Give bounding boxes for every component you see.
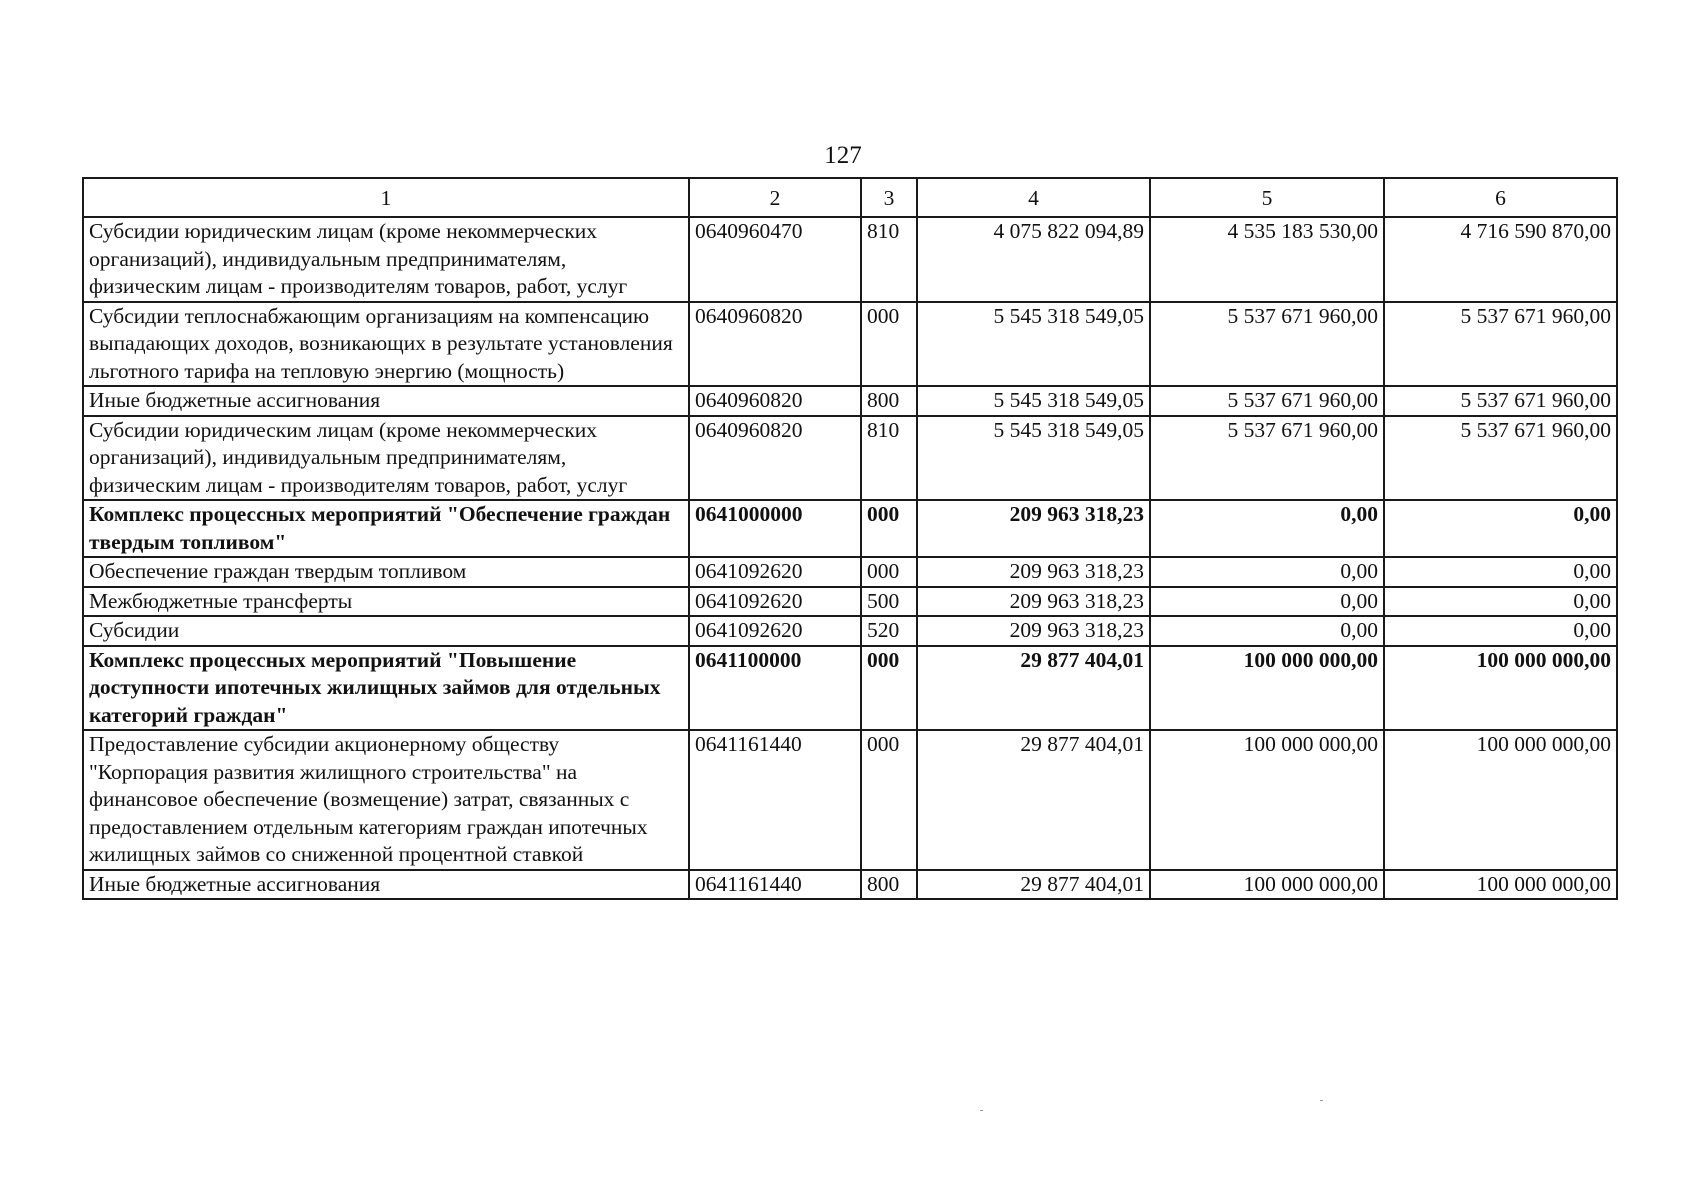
row-amount-col4: 209 963 318,23 — [917, 500, 1150, 557]
table-row — [83, 557, 1617, 587]
table-row — [83, 217, 1617, 302]
column-header: 4 — [917, 178, 1150, 217]
row-expense-type: 810 — [861, 416, 917, 501]
table-row — [83, 587, 1617, 617]
row-name: Комплекс процессных мероприятий "Повышение доступности ипотечных жилищных займов для отдельных категорий граждан" — [83, 646, 689, 731]
row-amount-col5: 5 537 671 960,00 — [1150, 416, 1384, 501]
column-header: 1 — [83, 178, 689, 217]
row-amount-col5: 0,00 — [1150, 587, 1384, 617]
table-row — [83, 646, 1617, 731]
row-code: 0641161440 — [689, 730, 861, 870]
row-name: Иные бюджетные ассигнования — [83, 870, 689, 900]
table-row — [83, 500, 1617, 557]
row-amount-col4: 209 963 318,23 — [917, 616, 1150, 646]
row-code: 0640960820 — [689, 386, 861, 416]
page-number: 127 — [824, 142, 862, 169]
row-expense-type: 800 — [861, 386, 917, 416]
row-amount-col5: 100 000 000,00 — [1150, 870, 1384, 900]
row-amount-col5: 100 000 000,00 — [1150, 730, 1384, 870]
table-row — [83, 302, 1617, 387]
row-amount-col5: 0,00 — [1150, 616, 1384, 646]
row-name: Обеспечение граждан твердым топливом — [83, 557, 689, 587]
row-amount-col6: 4 716 590 870,00 — [1384, 217, 1617, 302]
row-name: Комплекс процессных мероприятий "Обеспечение граждан твердым топливом" — [83, 500, 689, 557]
budget-table — [82, 177, 1618, 900]
row-amount-col5: 0,00 — [1150, 557, 1384, 587]
row-amount-col5: 5 537 671 960,00 — [1150, 386, 1384, 416]
row-amount-col4: 209 963 318,23 — [917, 587, 1150, 617]
table-row — [83, 386, 1617, 416]
row-expense-type: 520 — [861, 616, 917, 646]
row-amount-col6: 5 537 671 960,00 — [1384, 302, 1617, 387]
row-amount-col4: 5 545 318 549,05 — [917, 302, 1150, 387]
row-amount-col4: 4 075 822 094,89 — [917, 217, 1150, 302]
column-header: 3 — [861, 178, 917, 217]
row-code: 0641000000 — [689, 500, 861, 557]
column-header: 2 — [689, 178, 861, 217]
row-amount-col6: 0,00 — [1384, 500, 1617, 557]
row-name: Субсидии юридическим лицам (кроме некоммерческих организаций), индивидуальным предпринимателям, физическим лицам - производителям товаров, работ, услуг — [83, 416, 689, 501]
row-amount-col4: 209 963 318,23 — [917, 557, 1150, 587]
row-amount-col4: 5 545 318 549,05 — [917, 386, 1150, 416]
row-code: 0640960820 — [689, 416, 861, 501]
row-amount-col6: 0,00 — [1384, 587, 1617, 617]
column-header: 6 — [1384, 178, 1617, 217]
table-row — [83, 870, 1617, 900]
scan-speck — [1320, 1100, 1323, 1101]
row-amount-col6: 5 537 671 960,00 — [1384, 416, 1617, 501]
row-amount-col6: 5 537 671 960,00 — [1384, 386, 1617, 416]
row-name: Иные бюджетные ассигнования — [83, 386, 689, 416]
row-expense-type: 800 — [861, 870, 917, 900]
row-code: 0641100000 — [689, 646, 861, 731]
row-name: Межбюджетные трансферты — [83, 587, 689, 617]
row-name: Субсидии юридическим лицам (кроме некоммерческих организаций), индивидуальным предпринимателям, физическим лицам - производителям товаров, работ, услуг — [83, 217, 689, 302]
table-row — [83, 616, 1617, 646]
row-expense-type: 500 — [861, 587, 917, 617]
row-code: 0641161440 — [689, 870, 861, 900]
row-amount-col6: 0,00 — [1384, 557, 1617, 587]
row-amount-col6: 100 000 000,00 — [1384, 870, 1617, 900]
row-name: Субсидии — [83, 616, 689, 646]
row-amount-col5: 100 000 000,00 — [1150, 646, 1384, 731]
row-code: 0641092620 — [689, 557, 861, 587]
table-row — [83, 730, 1617, 870]
row-amount-col6: 100 000 000,00 — [1384, 730, 1617, 870]
row-code: 0640960470 — [689, 217, 861, 302]
row-amount-col4: 29 877 404,01 — [917, 730, 1150, 870]
row-amount-col6: 0,00 — [1384, 616, 1617, 646]
row-expense-type: 000 — [861, 500, 917, 557]
table-row — [83, 416, 1617, 501]
row-amount-col5: 5 537 671 960,00 — [1150, 302, 1384, 387]
scan-speck — [980, 1110, 983, 1111]
column-header: 5 — [1150, 178, 1384, 217]
row-expense-type: 000 — [861, 646, 917, 731]
row-amount-col5: 0,00 — [1150, 500, 1384, 557]
row-expense-type: 810 — [861, 217, 917, 302]
row-amount-col5: 4 535 183 530,00 — [1150, 217, 1384, 302]
row-amount-col4: 29 877 404,01 — [917, 646, 1150, 731]
row-expense-type: 000 — [861, 557, 917, 587]
row-amount-col4: 29 877 404,01 — [917, 870, 1150, 900]
row-expense-type: 000 — [861, 302, 917, 387]
row-expense-type: 000 — [861, 730, 917, 870]
row-name: Субсидии теплоснабжающим организациям на компенсацию выпадающих доходов, возникающих в результате установления льготного тарифа на тепловую энергию (мощность) — [83, 302, 689, 387]
row-amount-col6: 100 000 000,00 — [1384, 646, 1617, 731]
row-amount-col4: 5 545 318 549,05 — [917, 416, 1150, 501]
row-code: 0640960820 — [689, 302, 861, 387]
row-name: Предоставление субсидии акционерному обществу "Корпорация развития жилищного строительства" на финансовое обеспечение (возмещение) затрат, связанных с предоставлением отдельным категориям граждан ипотечных жилищных займов со сниженной процентной ставкой — [83, 730, 689, 870]
header-row — [83, 178, 1617, 217]
row-code: 0641092620 — [689, 616, 861, 646]
row-code: 0641092620 — [689, 587, 861, 617]
